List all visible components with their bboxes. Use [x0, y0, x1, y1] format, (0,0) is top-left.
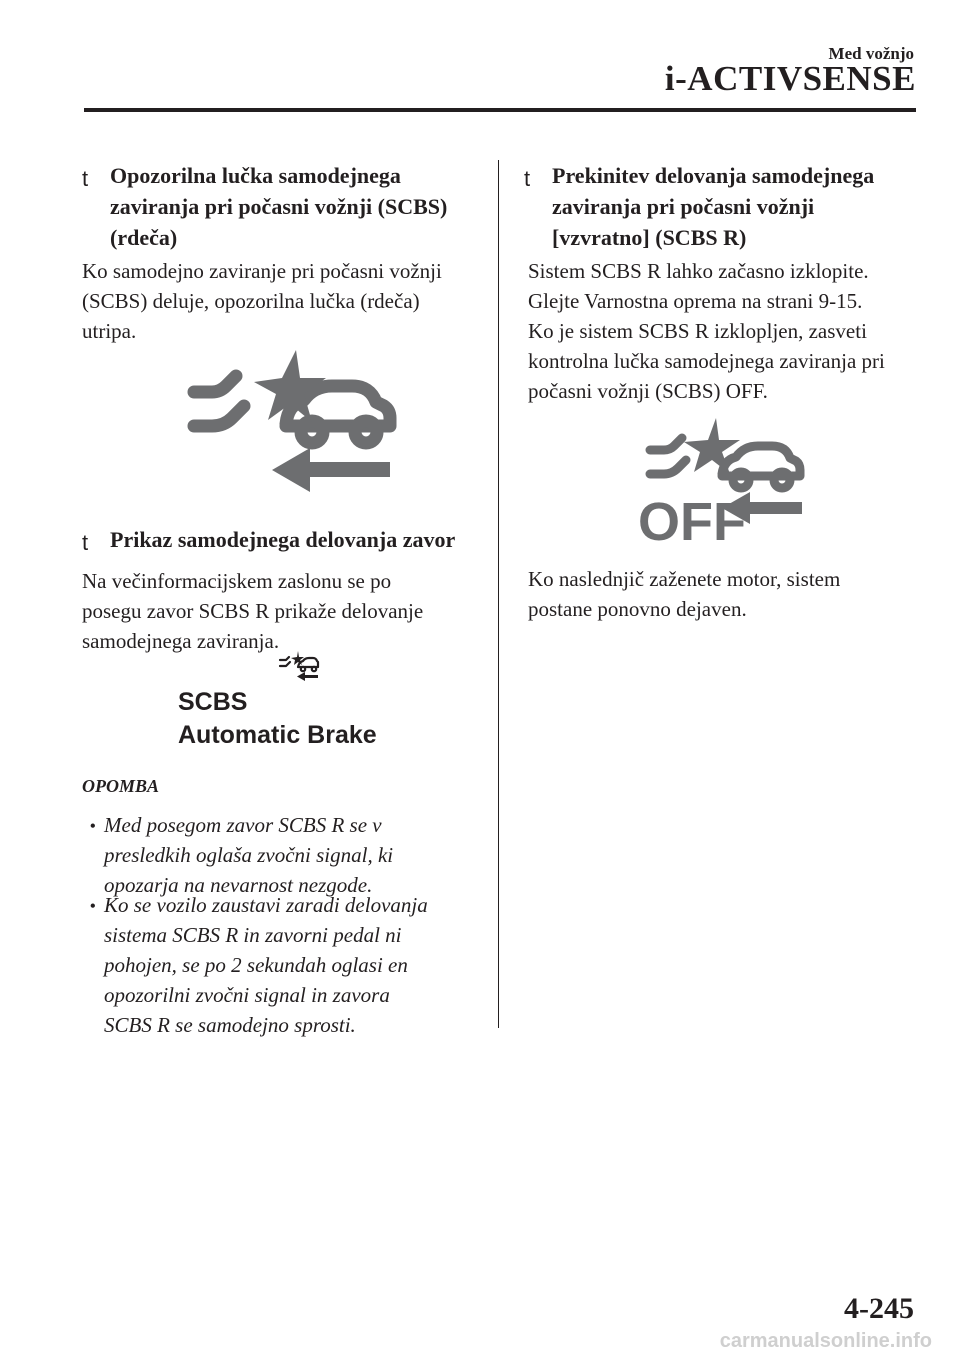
- note-bullet: •: [90, 818, 96, 835]
- paragraph-brake-display: [82, 566, 423, 656]
- page-number: 4-245: [844, 1292, 914, 1325]
- heading-scbs-off: [552, 160, 874, 253]
- text-line: postane ponovno dejaven.: [528, 597, 747, 621]
- note-label: OPOMBA: [82, 776, 160, 796]
- heading-line: zaviranja pri počasni vožnji (SCBS): [110, 194, 448, 219]
- text-line: Ko naslednjič zaženete motor, sistem: [528, 567, 841, 591]
- note-item: [104, 890, 428, 1040]
- note-line: SCBS R se samodejno sprosti.: [104, 1013, 356, 1037]
- chapter-title: Med vožnjo: [828, 44, 914, 63]
- heading-bullet: t: [82, 166, 89, 191]
- heading-line: Prekinitev delovanja samodejnega: [552, 163, 875, 188]
- off-label: OFF: [638, 492, 746, 548]
- text-line: samodejnega zaviranja.: [82, 629, 280, 653]
- text-line: Na večinformacijskem zaslonu se po: [82, 569, 392, 593]
- note-line: Ko se vozilo zaustavi zaradi delovanja: [104, 893, 428, 917]
- heading-brake-display: Prikaz samodejnega delovanja zavor: [110, 527, 456, 552]
- watermark: carmanualsonline.info: [719, 1330, 932, 1352]
- text-line: Glejte Varnostna oprema na strani 9-15.: [528, 289, 863, 313]
- column-divider: [498, 160, 499, 1028]
- header-rule: [84, 108, 916, 112]
- note-line: pohojen, se po 2 sekundah oglasi en: [104, 953, 408, 977]
- text-line: Sistem SCBS R lahko začasno izklopite.: [528, 259, 869, 283]
- note-bullet: •: [90, 898, 96, 915]
- paragraph-warning-light: [82, 256, 442, 346]
- heading-line: (rdeča): [110, 225, 178, 250]
- note-line: opozorilni zvočni signal in zavora: [104, 983, 390, 1007]
- scbs-display-icon: [278, 650, 320, 682]
- paragraph-restart: [528, 564, 840, 624]
- section-title: i-ACTIVSENSE: [664, 59, 916, 98]
- scbs-warning-light-icon: [186, 346, 398, 498]
- text-line: posegu zavor SCBS R prikaže delovanje: [82, 599, 424, 623]
- note-line: presledkih oglaša zvočni signal, ki: [104, 843, 394, 867]
- display-line-title: SCBS: [178, 688, 248, 716]
- note-line: opozarja na nevarnost nezgode.: [104, 873, 373, 897]
- text-line: kontrolna lučka samodejnega zaviranja pri: [528, 349, 885, 373]
- display-line-subtitle: Automatic Brake: [178, 721, 377, 749]
- scbs-display-text: [178, 686, 377, 752]
- text-line: Ko je sistem SCBS R izklopljen, zasveti: [528, 319, 867, 343]
- text-line: počasni vožnji (SCBS) OFF.: [528, 379, 768, 403]
- text-line: (SCBS) deluje, opozorilna lučka (rdeča): [82, 289, 420, 313]
- note-line: sistema SCBS R in zavorni pedal ni: [104, 923, 402, 947]
- heading-bullet: t: [82, 530, 89, 555]
- heading-line: Opozorilna lučka samodejnega: [110, 163, 401, 188]
- paragraph-scbs-off: [528, 256, 885, 406]
- note-line: Med posegom zavor SCBS R se v: [104, 813, 382, 837]
- heading-warning-light: [110, 160, 447, 253]
- scbs-off-indicator-icon: [636, 416, 808, 548]
- note-item: [104, 810, 393, 900]
- heading-line: [vzvratno] (SCBS R): [552, 225, 747, 250]
- text-line: utripa.: [82, 319, 137, 343]
- text-line: Ko samodejno zaviranje pri počasni vožnji: [82, 259, 442, 283]
- heading-bullet: t: [524, 166, 531, 191]
- heading-line: zaviranja pri počasni vožnji: [552, 194, 815, 219]
